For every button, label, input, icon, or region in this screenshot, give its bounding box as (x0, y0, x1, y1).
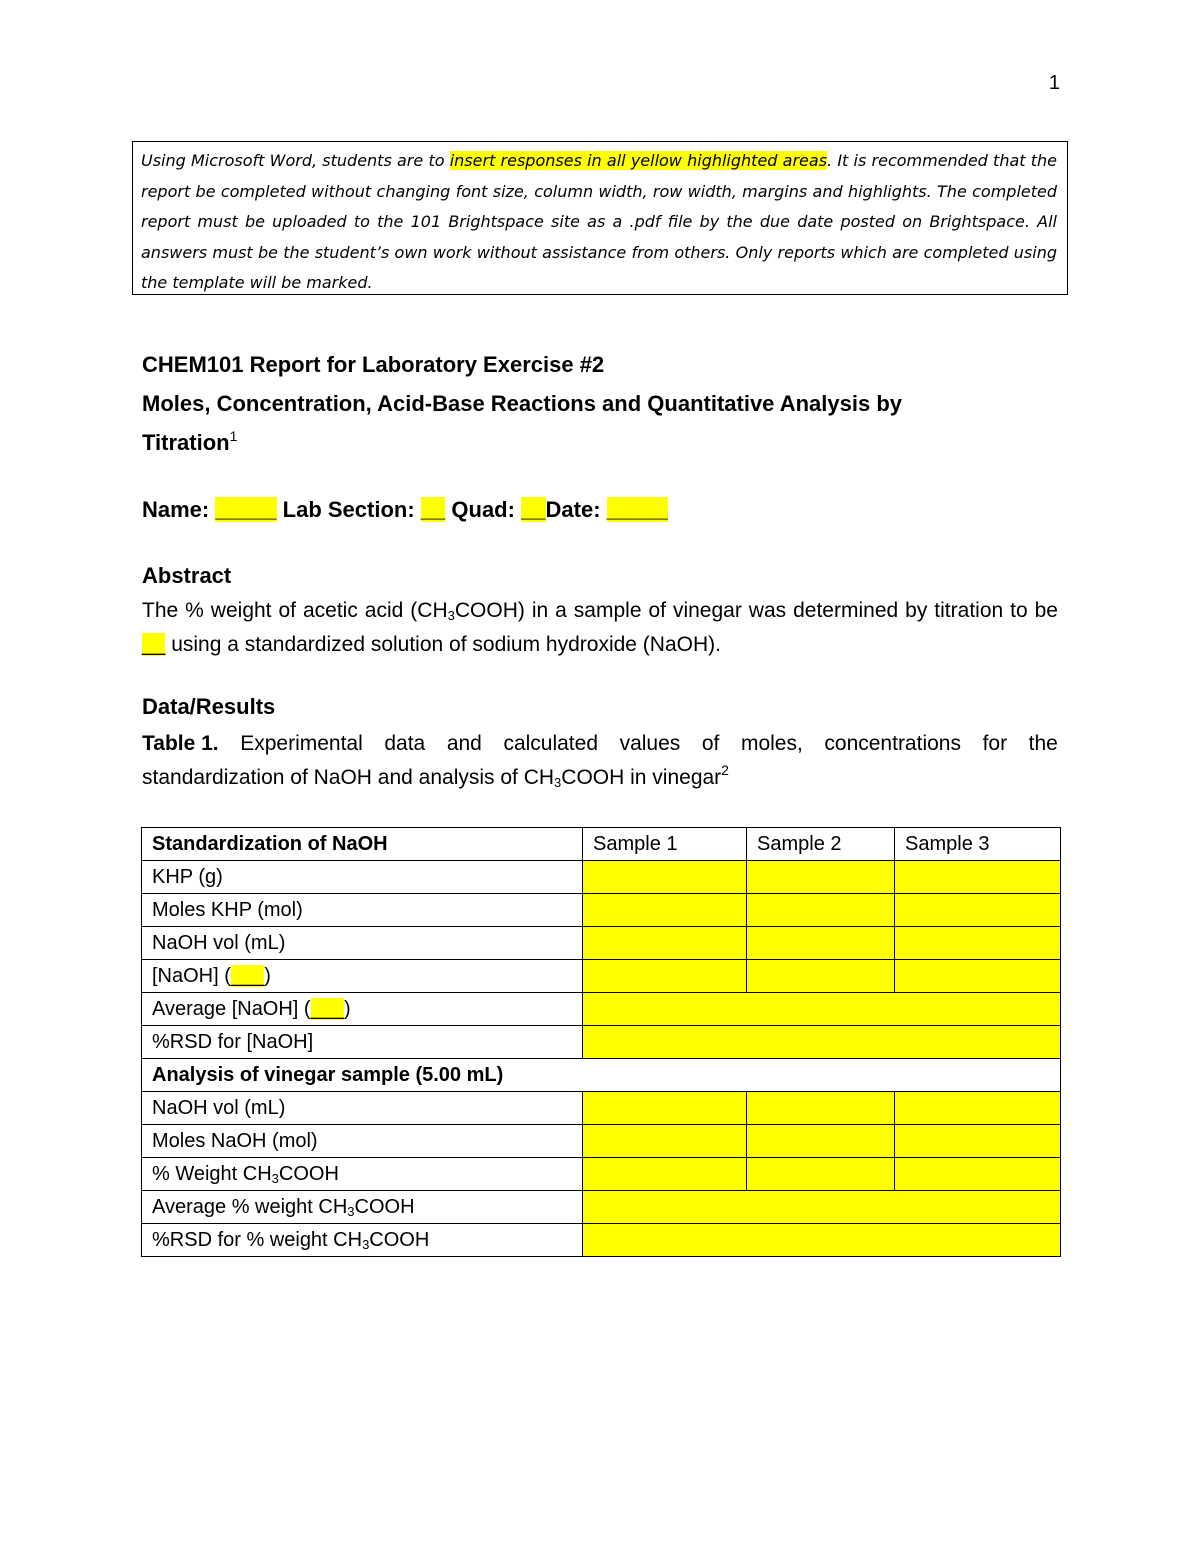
input-cell[interactable] (895, 894, 1061, 927)
instructions-text-end: . It is recommended that the report be completed without changing font size, column width, row width, margins and highlights. The completed report must be uploaded to the 101 Brightspace site as a .pdf file by the due date posted on Brightspace. All answers must be the student’s own work without assistance from others. Only reports which are completed using the template will be marked. (141, 151, 1058, 292)
student-info-line (142, 497, 668, 523)
instructions-text-start: Using Microsoft Word, students are to (141, 151, 450, 170)
report-subtitle-text: Titration (142, 430, 230, 455)
row-label-analysis-naoh-vol: NaOH vol (mL) (142, 1092, 583, 1125)
instructions-highlight: insert responses in all yellow highlighted areas (449, 151, 828, 170)
caption-text-a: standardization of NaOH and analysis of CH (142, 766, 555, 789)
caption-word: for (982, 732, 1008, 755)
caption-word: data (384, 732, 426, 755)
table-caption-line1 (142, 727, 1058, 761)
lab-section-field[interactable]: __ (420, 497, 446, 522)
row-label-khp-moles: Moles KHP (mol) (142, 894, 583, 927)
input-cell[interactable] (747, 1125, 895, 1158)
date-label: Date: (545, 497, 607, 522)
input-cell-wide[interactable] (583, 1026, 1061, 1059)
caption-text-b: COOH in vinegar (561, 766, 722, 789)
table-row (142, 894, 1061, 927)
abstract-weight-field[interactable]: __ (142, 633, 166, 656)
quad-field[interactable]: __ (521, 497, 546, 522)
quad-label: Quad: (445, 497, 522, 522)
report-subtitle-line2 (142, 430, 237, 456)
input-cell[interactable] (895, 1125, 1061, 1158)
sample-header: Sample 1 (583, 828, 747, 861)
caption-word: of (701, 732, 720, 755)
caption-word: concentrations (824, 732, 961, 755)
input-cell[interactable] (895, 861, 1061, 894)
input-cell[interactable] (583, 1092, 747, 1125)
instructions-box (132, 141, 1068, 295)
row-label-avg-naoh (142, 993, 583, 1026)
results-heading: Data/Results (142, 694, 276, 719)
caption-subscript: 3 (554, 775, 562, 790)
results-table (141, 827, 1061, 1257)
row-label-rsd-naoh: %RSD for [NaOH] (142, 1026, 583, 1059)
input-cell[interactable] (747, 861, 895, 894)
caption-word: and (446, 732, 482, 755)
input-cell[interactable] (583, 894, 747, 927)
footnote-marker-1: 1 (229, 428, 238, 444)
page-number: 1 (1048, 72, 1060, 94)
table-row (142, 1191, 1061, 1224)
table-caption-label: Table 1. (142, 732, 219, 755)
input-cell[interactable] (747, 1158, 895, 1191)
table-row (142, 960, 1061, 993)
input-cell[interactable] (583, 1125, 747, 1158)
footnote-marker-2: 2 (721, 762, 729, 778)
row-label-text: ) (343, 997, 351, 1020)
input-cell[interactable] (583, 960, 747, 993)
input-cell[interactable] (895, 1158, 1061, 1191)
row-label-text: % Weight CH (152, 1162, 272, 1185)
input-cell[interactable] (747, 960, 895, 993)
lab-section-label: Lab Section: (276, 497, 421, 522)
report-subtitle-line1: Moles, Concentration, Acid-Base Reactions and Quantitative Analysis by (142, 391, 902, 416)
input-cell-wide[interactable] (583, 1224, 1061, 1257)
input-cell-wide[interactable] (583, 993, 1061, 1026)
table-row (142, 993, 1061, 1026)
input-cell[interactable] (747, 894, 895, 927)
row-label-text: Average % weight CH (152, 1195, 348, 1218)
abstract-text (142, 594, 1058, 662)
row-label-naoh-vol: NaOH vol (mL) (142, 927, 583, 960)
row-label-naoh-conc (142, 960, 583, 993)
row-label-text: %RSD for % weight CH (152, 1228, 363, 1251)
row-label-text: COOH (354, 1195, 415, 1218)
sample-header: Sample 3 (895, 828, 1061, 861)
standardization-header: Standardization of NaOH (142, 828, 583, 861)
input-cell[interactable] (747, 1092, 895, 1125)
table-row (142, 861, 1061, 894)
abstract-text-part3: using a standardized solution of sodium hydroxide (NaOH). (165, 633, 721, 656)
row-label-weight (142, 1158, 583, 1191)
name-label: Name: (142, 497, 216, 522)
row-label-subscript: 3 (347, 1203, 355, 1219)
row-label-text: Average [NaOH] ( (152, 997, 311, 1020)
input-cell[interactable] (895, 927, 1061, 960)
abstract-subscript: 3 (447, 608, 455, 623)
abstract-text-part2: COOH) in a sample of vinegar was determined by titration to be (454, 599, 1058, 622)
caption-word: the (1028, 732, 1058, 755)
naoh-unit-field[interactable]: ___ (230, 964, 265, 987)
input-cell[interactable] (747, 927, 895, 960)
input-cell[interactable] (895, 960, 1061, 993)
caption-word: moles, (740, 732, 803, 755)
input-cell[interactable] (583, 927, 747, 960)
report-title: CHEM101 Report for Laboratory Exercise #2 (142, 352, 605, 377)
row-label-subscript: 3 (271, 1170, 279, 1186)
row-label-naoh-moles: Moles NaOH (mol) (142, 1125, 583, 1158)
table-row (142, 1125, 1061, 1158)
input-cell[interactable] (895, 1092, 1061, 1125)
table-row (142, 1092, 1061, 1125)
row-label-text: [NaOH] ( (152, 964, 231, 987)
table-row (142, 1158, 1061, 1191)
avg-naoh-unit-field[interactable]: ___ (310, 997, 344, 1020)
table-caption-line2 (142, 761, 1058, 795)
table-row (142, 1224, 1061, 1257)
caption-word: calculated (503, 732, 598, 755)
row-label-khp-mass: KHP (g) (142, 861, 583, 894)
table-caption (142, 727, 1058, 795)
analysis-header-row (142, 1059, 1061, 1092)
caption-word: values (619, 732, 681, 755)
row-label-text: ) (264, 964, 271, 987)
row-label-subscript: 3 (362, 1236, 370, 1252)
input-cell[interactable] (583, 861, 747, 894)
input-cell[interactable] (583, 1158, 747, 1191)
row-label-rsd-weight (142, 1224, 583, 1257)
row-label-text: COOH (369, 1228, 430, 1251)
caption-word: Experimental (240, 732, 363, 755)
sample-header: Sample 2 (747, 828, 895, 861)
input-cell-wide[interactable] (583, 1191, 1061, 1224)
date-field[interactable]: _____ (606, 497, 668, 522)
analysis-header: Analysis of vinegar sample (5.00 mL) (142, 1059, 1061, 1092)
name-field[interactable]: _____ (215, 497, 277, 522)
table-row (142, 1026, 1061, 1059)
row-label-avg-weight (142, 1191, 583, 1224)
table-header-row (142, 828, 1061, 861)
table-row (142, 927, 1061, 960)
abstract-text-part1: The % weight of acetic acid (CH (142, 599, 448, 622)
abstract-heading: Abstract (142, 563, 232, 588)
row-label-text: COOH (278, 1162, 339, 1185)
